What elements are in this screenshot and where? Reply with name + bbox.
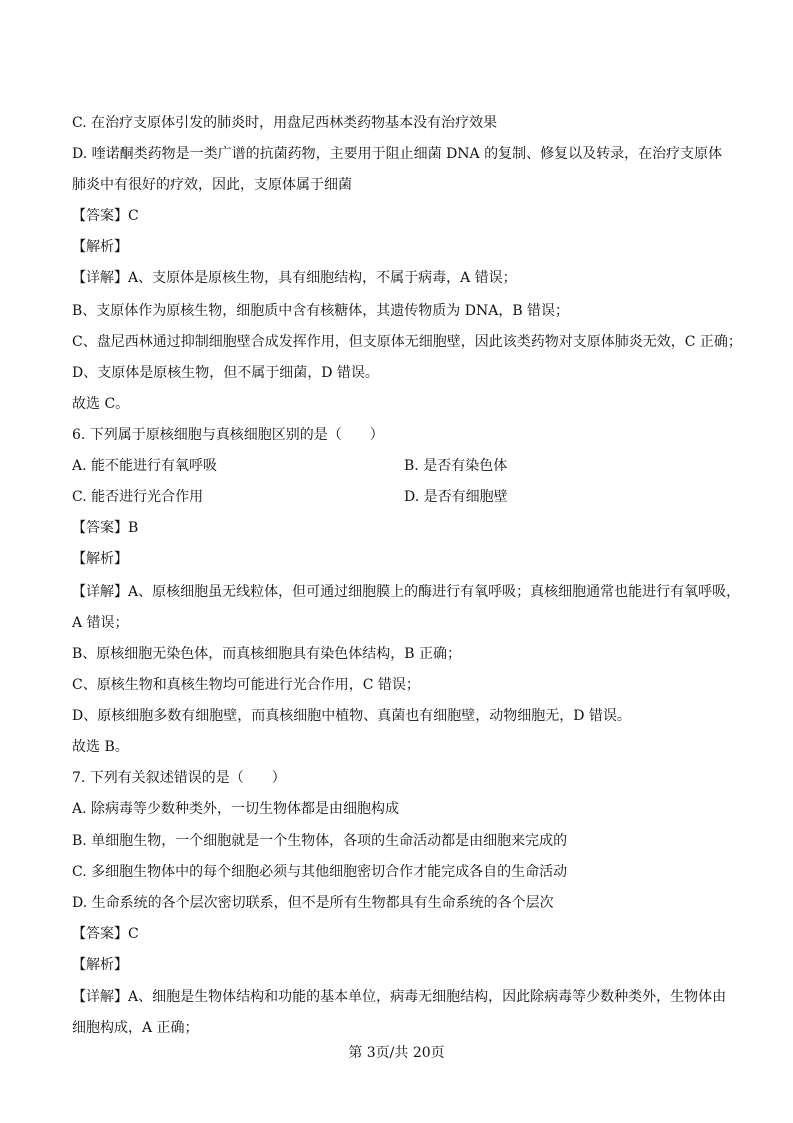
analysis-label: 【解析】: [72, 551, 128, 567]
text-line: 肺炎中有很好的疗效，因此，支原体属于细菌: [72, 177, 352, 193]
text-line: B、原核细胞无染色体，而真核细胞具有染色体结构，B 正确；: [72, 646, 462, 662]
analysis-label: 【解析】: [72, 239, 128, 255]
analysis-label: 【解析】: [72, 957, 128, 973]
text-line: D、原核细胞多数有细胞壁，而真核细胞中植物、真菌也有细胞壁，动物细胞无，D 错误。: [72, 708, 631, 724]
answer-label: 【答案】C: [72, 208, 139, 224]
text-line: B、支原体作为原核生物，细胞质中含有核糖体，其遗传物质为 DNA，B 错误；: [72, 303, 570, 319]
text-line: D. 喹诺酮类药物是一类广谱的抗菌药物，主要用于阻止细菌 DNA 的复制、修复以及转录，在治疗支原体: [72, 146, 723, 162]
text-line: C、原核生物和真核生物均可能进行光合作用，C 错误；: [72, 677, 420, 693]
text-line: 细胞构成，A 正确；: [72, 1020, 199, 1036]
text-line: 【详解】A、支原体是原核生物，具有细胞结构，不属于病毒，A 错误；: [72, 270, 517, 286]
page-number-footer: 第 3页/共 20页: [348, 1045, 445, 1061]
text-line: 【详解】A、原核细胞虽无线粒体，但可通过细胞膜上的酶进行有氧呼吸；真核细胞通常也能进行有氧呼吸，: [72, 584, 741, 600]
option-c: C. 能否进行光合作用: [72, 489, 204, 505]
answer-label: 【答案】C: [72, 926, 139, 942]
question-6: 6. 下列属于原核细胞与真核细胞区别的是（ ）: [72, 427, 384, 443]
text-line: C. 在治疗支原体引发的肺炎时，用盘尼西林类药物基本没有治疗效果: [72, 115, 498, 131]
option-c: C. 多细胞生物体中的每个细胞必须与其他细胞密切合作才能完成各自的生命活动: [72, 864, 568, 880]
text-line: D、支原体是原核生物，但不属于细菌，D 错误。: [72, 365, 379, 381]
text-line: 故选 B。: [72, 739, 129, 755]
option-d: D. 是否有细胞壁: [404, 489, 508, 505]
text-line: 故选 C。: [72, 396, 130, 412]
answer-label: 【答案】B: [72, 520, 139, 536]
text-line: 【详解】A、细胞是生物体结构和功能的基本单位，病毒无细胞结构，因此除病毒等少数种类外，生物体由: [72, 989, 727, 1005]
option-d: D. 生命系统的各个层次密切联系，但不是所有生物都具有生命系统的各个层次: [72, 895, 554, 911]
option-b: B. 单细胞生物，一个细胞就是一个生物体，各项的生命活动都是由细胞来完成的: [72, 833, 568, 849]
option-a: A. 除病毒等少数种类外，一切生物体都是由细胞构成: [72, 801, 400, 817]
question-7: 7. 下列有关叙述错误的是（ ）: [72, 770, 286, 786]
option-a: A. 能不能进行有氧呼吸: [72, 458, 218, 474]
option-b: B. 是否有染色体: [404, 458, 508, 474]
text-line: C、盘尼西林通过抑制细胞壁合成发挥作用，但支原体无细胞壁，因此该类药物对支原体肺炎无效，C 正确；: [72, 334, 742, 350]
text-line: A 错误；: [72, 615, 129, 631]
